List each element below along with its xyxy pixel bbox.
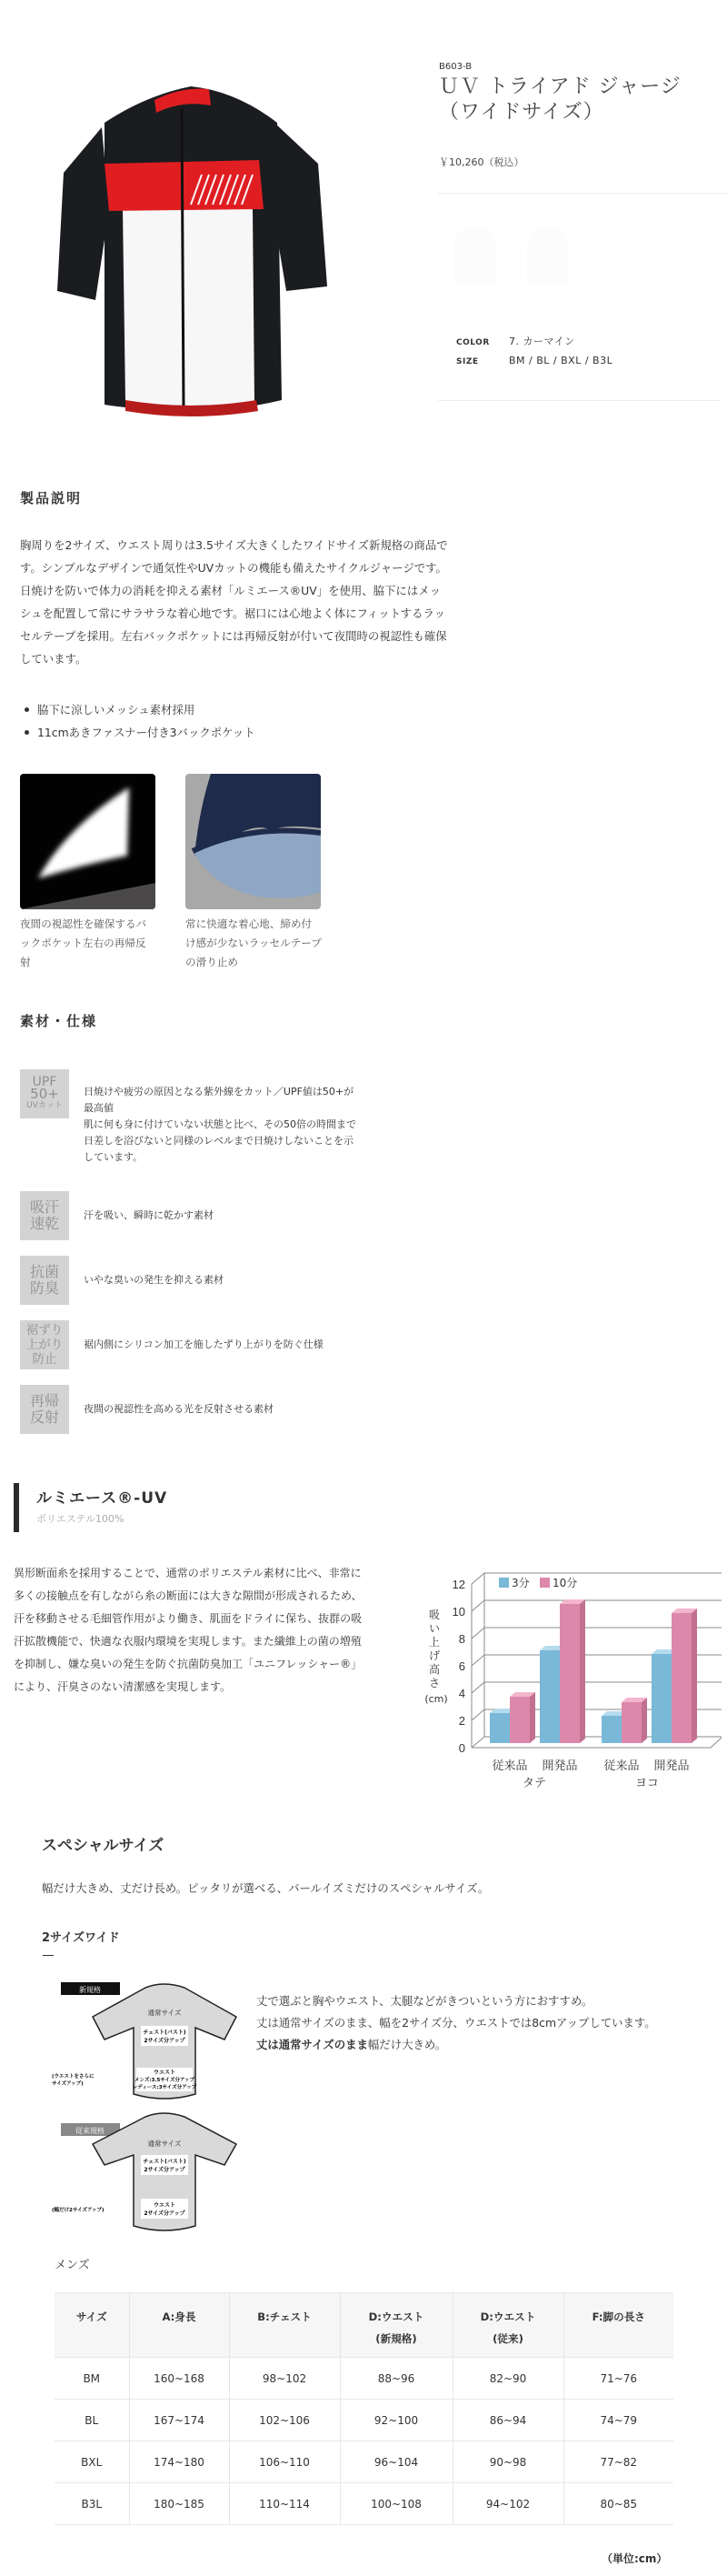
table-row — [55, 2358, 673, 2400]
feature-caption: 常に快適な着心地、締め付け感が少ないラッセルテープの滑り止め — [185, 917, 322, 968]
text: F:脚の長さ — [592, 2310, 645, 2323]
table-row — [55, 2400, 673, 2441]
text: 幅だけ大きめ。 — [367, 2038, 447, 2051]
table-cell: BXL — [55, 2441, 129, 2483]
quick-dry-icon — [20, 1191, 69, 1240]
text: 上 — [428, 1636, 441, 1649]
table-header-row — [55, 2293, 673, 2358]
color-value: 7. カーマイン — [509, 336, 575, 347]
table-cell: 100~108 — [340, 2483, 453, 2525]
lumiace-subtitle: ポリエステル100% — [36, 1513, 124, 1525]
bullet-item: 脇下に涼しいメッシュ素材採用 — [20, 698, 255, 721]
product-title: ＵＶ トライアド ジャージ （ワイドサイズ） — [439, 75, 682, 124]
text: メンズ:3.5サイズ分アップ — [134, 2078, 194, 2083]
spec-item-hem-grip — [20, 1320, 356, 1369]
table-cell: 71~76 — [563, 2358, 673, 2400]
text: 12 — [452, 1578, 465, 1591]
feature-card-reflector — [20, 774, 156, 972]
table-cell: BM — [55, 2358, 129, 2400]
size-value: BM / BL / BXL / B3L — [509, 355, 613, 366]
upf-icon — [20, 1069, 69, 1118]
text: 6 — [458, 1659, 465, 1673]
text: (新規格) — [375, 2332, 417, 2345]
text: レディース:3サイズ分アップ — [132, 2085, 197, 2090]
special-size-heading: スペシャルサイズ — [42, 1837, 164, 1855]
text: (幅だけ2サイズアップ) — [52, 2208, 105, 2213]
text: 通常サイズ — [147, 2009, 182, 2017]
text: 開発品 — [653, 1759, 690, 1773]
product-hero — [0, 0, 727, 455]
text: ウエスト — [153, 2202, 176, 2209]
text: (cm) — [424, 1693, 448, 1705]
text: 抗菌 — [29, 1263, 59, 1280]
text: 8 — [458, 1632, 465, 1646]
divider — [438, 193, 727, 194]
feature-bullets — [20, 698, 255, 744]
table-cell: 82~90 — [453, 2358, 563, 2400]
table-cell: 167~174 — [129, 2400, 229, 2441]
spec-item-quick-dry — [20, 1191, 356, 1240]
lumiace-title: ルミエース®-UV — [36, 1489, 168, 1508]
table-cell: 110~114 — [229, 2483, 340, 2525]
wicking-chart — [422, 1550, 722, 1791]
table-cell: B3L — [55, 2483, 129, 2525]
table-cell: 77~82 — [563, 2441, 673, 2483]
text: げ — [428, 1649, 441, 1662]
text: 防止 — [32, 1352, 57, 1367]
header-chest — [229, 2293, 340, 2358]
table-cell: 96~104 — [340, 2441, 453, 2483]
text: 0 — [458, 1741, 465, 1755]
text: 再帰 — [29, 1392, 59, 1409]
header-leg-length — [563, 2293, 673, 2358]
product-price: ￥10,260（税込） — [439, 156, 524, 168]
text: 2 — [458, 1714, 465, 1728]
table-cell: 90~98 — [453, 2441, 563, 2483]
description-body: 胸周りを2サイズ、ウエスト周りは3.5サイズ大きくしたワイドサイズ新規格の商品です。シンプルなデザインで通気性やUVカットの機能も備えたサイクルジャージです。日焼けを防いで体力の消耗を抑える素材「ルミエース®UV」を使用、脇下にはメッシュを配置して常にサラサラな着心地です。裾口には心地よく体にフィットするラッセルテープを採用。左右バックポケットには再帰反射が付いて夜間時の視認性も確保しています。 — [20, 538, 448, 666]
product-sku: B603-B — [439, 62, 473, 72]
table-cell: 94~102 — [453, 2483, 563, 2525]
text: 2サイズ分アップ — [144, 2167, 185, 2173]
reflector-image — [20, 774, 155, 909]
text: 速乾 — [29, 1215, 59, 1232]
text: い — [428, 1622, 441, 1635]
wide-size-subheading: 2サイズワイド — [42, 1931, 120, 1945]
table-cell: 180~185 — [129, 2483, 229, 2525]
spec-description: 日焼けや疲労の原因となる紫外線をカット／UPF値は50+が最高値 肌に何も身に付けていない状態と比べ、その50倍の時間まで日差しを浴びないと同様のレベルまで日焼けしないことを示しています。 — [84, 1086, 356, 1163]
size-spec — [456, 355, 612, 366]
divider — [43, 1955, 54, 1956]
size-label: SIZE — [456, 357, 479, 366]
text: 新規格 — [79, 1986, 101, 1994]
feature-caption: 夜間の視認性を確保するバックポケット左右の再帰反射 — [20, 917, 147, 968]
text: 4 — [458, 1687, 465, 1700]
spec-item-reflective — [20, 1385, 356, 1434]
header-waist-old — [453, 2293, 563, 2358]
lumiace-accent-bar — [14, 1483, 19, 1532]
text: 反射 — [29, 1408, 59, 1426]
table-cell: 160~168 — [129, 2358, 229, 2400]
text: 高 — [428, 1663, 441, 1676]
description-heading: 製品説明 — [20, 490, 83, 506]
table-cell: 80~85 — [563, 2483, 673, 2525]
text: 従来品 — [603, 1759, 640, 1773]
table-cell: 88~96 — [340, 2358, 453, 2400]
color-spec — [456, 334, 575, 348]
text: 10 — [452, 1605, 465, 1619]
table-row — [55, 2483, 673, 2525]
text: B:チェスト — [257, 2310, 312, 2323]
unit-note: （単位:cm） — [602, 2552, 668, 2565]
text: 従来規格 — [75, 2127, 105, 2135]
lumiace-body: 異形断面糸を採用することで、通常のポリエステル素材に比べ、非常に多くの接触点を有しながら糸の断面には大きな隙間が形成されるため、汗を移動させる毛細管作用がより働き、肌面をドライに保ち、抜群の吸汗拡散機能で、快適な衣服内環境を実現します。また繊維上の菌の増殖を抑制し、嫌な臭いの発生を防ぐ抗菌防臭加工「ユニフレッシャー®」により、汗臭さのない清潔感を実現します。 — [14, 1567, 363, 1693]
header-waist-new — [340, 2293, 453, 2358]
text: UVカット — [26, 1100, 63, 1110]
text: (従来) — [493, 2332, 523, 2345]
divider — [438, 400, 720, 401]
color-thumbnails — [454, 227, 618, 300]
text: サイズアップ) — [52, 2081, 84, 2087]
legend-3min: 3分 — [512, 1577, 530, 1589]
table-cell: BL — [55, 2400, 129, 2441]
text: 50+ — [30, 1085, 59, 1102]
text: 防臭 — [29, 1279, 59, 1297]
table-cell: 74~79 — [563, 2400, 673, 2441]
product-jersey-image — [55, 73, 327, 436]
mens-label: メンズ — [55, 2259, 90, 2272]
text: チェスト(バスト) — [143, 2030, 186, 2036]
spec-description: 裾内側にシリコン加工を施したずり上がりを防ぐ仕様 — [84, 1338, 324, 1350]
text: 従来品 — [492, 1759, 528, 1773]
size-table — [55, 2292, 673, 2525]
text: チェスト(バスト) — [143, 2159, 186, 2165]
reflective-icon — [20, 1385, 69, 1434]
text: 上がり — [25, 1338, 64, 1352]
hem-grip-icon — [20, 1320, 69, 1369]
text: 吸 — [428, 1609, 441, 1621]
special-size-description: 丈で選ぶと胸やウエスト、太腿などがきついという方におすすめ。 丈は通常サイズのまま、幅を2サイズ分、ウエストでは8cmアップしています。 丈は通常サイズのまま幅だけ大きめ。 — [256, 1994, 656, 2051]
table-cell: 92~100 — [340, 2400, 453, 2441]
spec-item-antibacterial — [20, 1256, 356, 1305]
text: 吸汗 — [29, 1198, 59, 1216]
text: 2サイズ分アップ — [144, 2038, 185, 2044]
text: D:ウエスト — [480, 2310, 536, 2323]
bullet-item: 11cmあきファスナー付き3バックポケット — [20, 721, 255, 744]
text: UPF — [32, 1074, 57, 1089]
table-cell: 174~180 — [129, 2441, 229, 2483]
text: A:身長 — [162, 2310, 196, 2323]
emphasis: 丈は通常サイズのまま — [256, 2038, 368, 2051]
special-size-lead: 幅だけ大きめ、丈だけ長め。ピッタリが選べる、パールイズミだけのスペシャルサイズ。 — [42, 1881, 490, 1895]
table-cell: 98~102 — [229, 2358, 340, 2400]
table-row — [55, 2441, 673, 2483]
text: D:ウエスト — [368, 2310, 424, 2323]
text: ヨコ — [634, 1777, 660, 1790]
text: (ウエストをさらに — [52, 2074, 95, 2080]
spec-description: 汗を吸い、瞬時に乾かす素材 — [84, 1209, 214, 1221]
spec-item-upf — [20, 1069, 356, 1166]
spec-description: いやな臭いの発生を抑える素材 — [84, 1274, 224, 1286]
color-thumbnail[interactable] — [454, 227, 495, 286]
text: 2サイズ分アップ — [144, 2210, 185, 2217]
table-cell: 86~94 — [453, 2400, 563, 2441]
tape-image — [185, 774, 321, 909]
color-label: COLOR — [456, 338, 490, 347]
table-cell: 106~110 — [229, 2441, 340, 2483]
table-cell: 102~106 — [229, 2400, 340, 2441]
text: さ — [428, 1677, 441, 1689]
text: ウエスト — [153, 2070, 176, 2076]
legend-10min: 10分 — [553, 1577, 578, 1589]
text: サイズ — [75, 2310, 107, 2323]
text: 通常サイズ — [147, 2140, 182, 2148]
text: 裾ずり — [25, 1323, 64, 1338]
feature-card-tape — [185, 774, 322, 972]
spec-description: 夜間の視認性を高める光を反射させる素材 — [84, 1403, 274, 1415]
antibacterial-icon — [20, 1256, 69, 1305]
header-height — [129, 2293, 229, 2358]
text: 開発品 — [542, 1759, 578, 1773]
color-thumbnail[interactable] — [527, 227, 568, 286]
size-comparison-diagram — [50, 1971, 259, 2240]
header-size — [55, 2293, 129, 2358]
materials-heading: 素材・仕様 — [20, 1013, 98, 1029]
text: タテ — [522, 1777, 547, 1790]
